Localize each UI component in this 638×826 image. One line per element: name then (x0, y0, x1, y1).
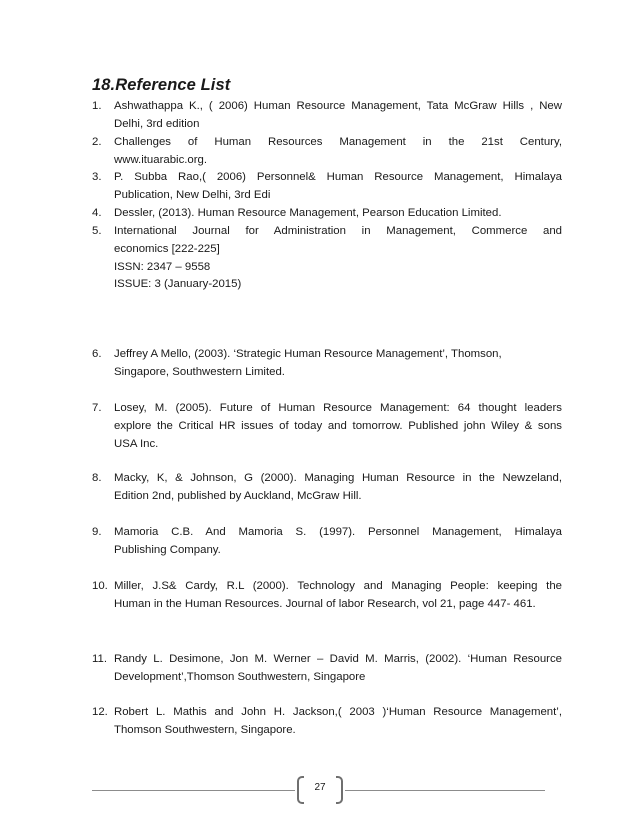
reference-line: Human in the Human Resources. Journal of labor Research, vol 21, page 447- 461. (114, 597, 536, 610)
reference-text (114, 704, 562, 740)
reference-text (114, 223, 562, 294)
reference-number: 6. (92, 348, 102, 360)
reference-line: Losey, M. (2005). Future of Human Resource Management: 64 thought leaders (114, 402, 562, 414)
reference-line: economics [222-225] (114, 242, 220, 255)
footer-rule-left (92, 790, 295, 791)
reference-line: Challenges of Human Resources Management in the 21st Century, (114, 136, 562, 148)
reference-item-7 (92, 400, 562, 453)
reference-number: 11. (92, 653, 107, 665)
reference-line: Dessler, (2013). Human Resource Management, Pearson Education Limited. (114, 207, 502, 219)
reference-text (114, 651, 562, 687)
reference-item-9 (92, 524, 562, 560)
reference-item-3 (92, 169, 562, 205)
reference-line: USA Inc. (114, 437, 159, 450)
reference-line: P. Subba Rao,( 2006) Personnel& Human Resource Management, Himalaya (114, 171, 562, 183)
reference-number: 7. (92, 402, 102, 414)
reference-line: Development’,Thomson Southwestern, Singapore (114, 670, 366, 683)
reference-item-1 (92, 98, 562, 134)
reference-item-2 (92, 134, 562, 170)
reference-number: 3. (92, 171, 102, 183)
reference-text (114, 400, 562, 453)
reference-text (114, 205, 562, 223)
reference-item-12 (92, 704, 562, 740)
reference-number: 4. (92, 207, 102, 219)
reference-text (114, 98, 562, 134)
page-number: 27 (314, 782, 326, 793)
reference-line: Publishing Company. (114, 543, 221, 556)
page-title: 18.Reference List (92, 76, 231, 94)
reference-line: Macky, K, & Johnson, G (2000). Managing Human Resource in the Newzeland, (114, 472, 562, 484)
reference-issue: ISSUE: 3 (January-2015) (114, 278, 242, 291)
reference-issn: ISSN: 2347 – 9558 (114, 260, 211, 273)
reference-line: Randy L. Desimone, Jon M. Werner – David M. Marris, (2002). ‘Human Resource (114, 653, 562, 665)
reference-line: Ashwathappa K., ( 2006) Human Resource Management, Tata McGraw Hills , New (114, 100, 562, 112)
reference-item-5 (92, 223, 562, 294)
reference-line: Jeffrey A Mello, (2003). ‘Strategic Human Resource Management’, Thomson, (114, 348, 502, 360)
reference-item-11 (92, 651, 562, 687)
reference-line: Singapore, Southwestern Limited. (114, 365, 285, 378)
footer-rule-right (345, 790, 545, 791)
reference-link: www.ituarabic.org. (114, 153, 208, 166)
reference-text (114, 578, 562, 614)
reference-text (114, 470, 562, 506)
reference-number: 12. (92, 706, 108, 718)
reference-line: Thomson Southwestern, Singapore. (114, 723, 296, 736)
reference-line: Publication, New Delhi, 3rd Edi (114, 188, 271, 201)
reference-line: Delhi, 3rd edition (114, 117, 200, 130)
reference-number: 1. (92, 100, 102, 112)
reference-number: 8. (92, 472, 102, 484)
reference-number: 10. (92, 580, 108, 592)
reference-number: 5. (92, 225, 102, 237)
reference-number: 9. (92, 526, 102, 538)
reference-line: explore the Critical HR issues of today and tomorrow. Published john Wiley & sons (114, 419, 562, 432)
page-number-left-bracket (297, 776, 304, 804)
reference-number: 2. (92, 136, 102, 148)
reference-line: International Journal for Administration in Management, Commerce and (114, 225, 562, 237)
reference-text (114, 134, 562, 170)
reference-text (114, 524, 562, 560)
reference-text (114, 169, 562, 205)
reference-line: Edition 2nd, published by Auckland, McGraw Hill. (114, 489, 362, 502)
page-number-right-bracket (336, 776, 343, 804)
reference-item-4 (92, 205, 562, 223)
reference-line: Robert L. Mathis and John H. Jackson,( 2003 )‘Human Resource Management’, (114, 706, 562, 718)
reference-item-8 (92, 470, 562, 506)
reference-line: Miller, J.S& Cardy, R.L (2000). Technology and Managing People: keeping the (114, 580, 562, 592)
reference-text (114, 346, 562, 382)
reference-item-6 (92, 346, 562, 382)
reference-item-10 (92, 578, 562, 614)
reference-line: Mamoria C.B. And Mamoria S. (1997). Personnel Management, Himalaya (114, 526, 562, 538)
